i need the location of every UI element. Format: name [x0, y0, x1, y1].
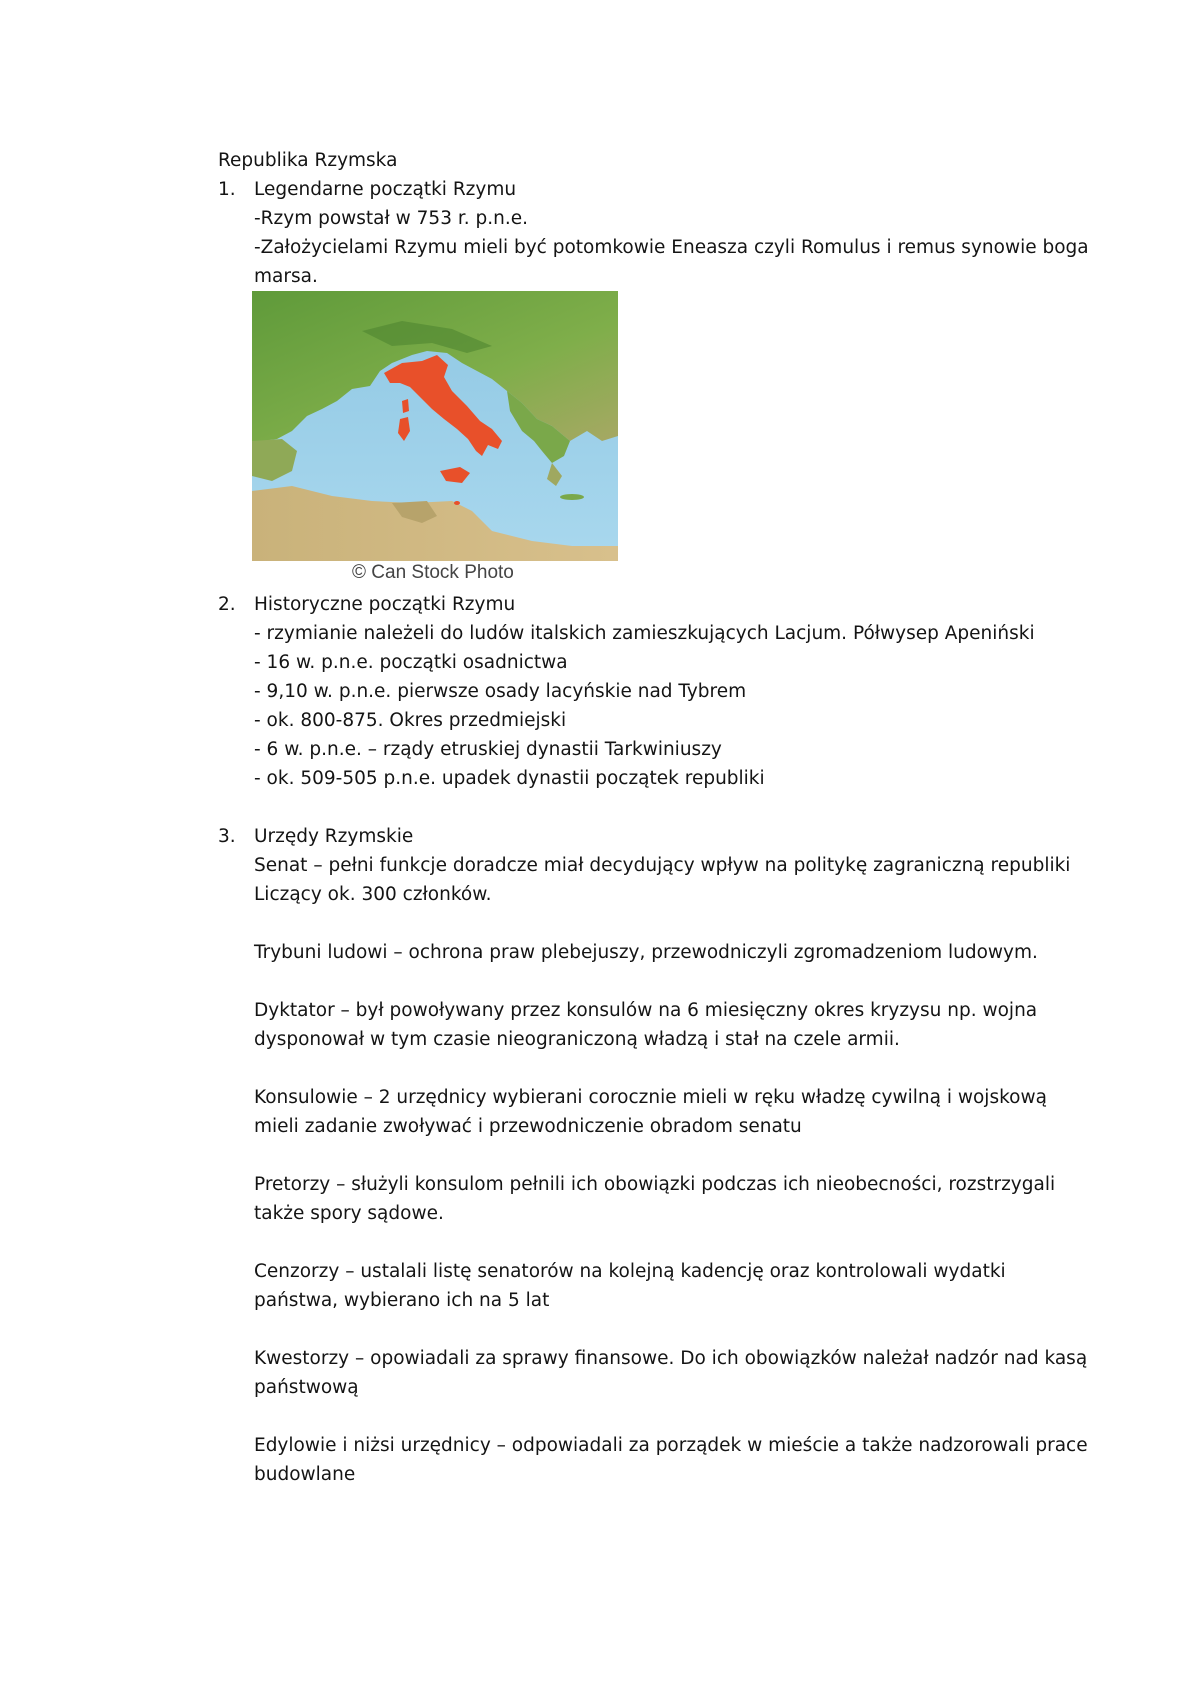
- section-1-line: -Założycielami Rzymu mieli być potomkowie Eneasza czyli Romulus i remus synowie boga: [254, 237, 1089, 258]
- section-2-line: - 6 w. p.n.e. – rządy etruskiej dynastii Tarkwiniuszy: [254, 739, 722, 760]
- office-description: Edylowie i niżsi urzędnicy – odpowiadali za porządek w mieście a także nadzorowali prace: [254, 1435, 1088, 1456]
- office-description: dysponował w tym czasie nieograniczoną władzą i stał na czele armii.: [254, 1029, 900, 1050]
- section-1-heading: Legendarne początki Rzymu: [254, 179, 517, 200]
- office-description: Cenzorzy – ustalali listę senatorów na kolejną kadencję oraz kontrolowali wydatki: [254, 1261, 1006, 1282]
- office-description: także spory sądowe.: [254, 1203, 444, 1224]
- section-3-heading: Urzędy Rzymskie: [254, 826, 414, 847]
- section-2-line: - ok. 800-875. Okres przedmiejski: [254, 710, 567, 731]
- section-1-line: marsa.: [254, 266, 318, 287]
- office-description: państwową: [254, 1377, 359, 1398]
- italy-map-image: [252, 291, 618, 586]
- office-description: Senat – pełni funkcje doradcze miał decydujący wpływ na politykę zagraniczną republiki: [254, 855, 1071, 876]
- section-2-line: - ok. 509-505 p.n.e. upadek dynastii początek republiki: [254, 768, 765, 789]
- office-description: Trybuni ludowi – ochrona praw plebejuszy, przewodniczyli zgromadzeniom ludowym.: [254, 942, 1038, 963]
- office-description: Liczący ok. 300 członków.: [254, 884, 492, 905]
- section-3-number: 3.: [218, 826, 236, 847]
- office-description: Konsulowie – 2 urzędnicy wybierani corocznie mieli w ręku władzę cywilną i wojskową: [254, 1087, 1047, 1108]
- office-description: Pretorzy – służyli konsulom pełnili ich obowiązki podczas ich nieobecności, rozstrzygali: [254, 1174, 1056, 1195]
- office-description: budowlane: [254, 1464, 356, 1485]
- document-title: Republika Rzymska: [218, 150, 398, 171]
- office-description: mieli zadanie zwoływać i przewodniczenie obradom senatu: [254, 1116, 802, 1137]
- section-2-line: - 16 w. p.n.e. początki osadnictwa: [254, 652, 568, 673]
- section-2-line: - rzymianie należeli do ludów italskich zamieszkujących Lacjum. Półwysep Apeniński: [254, 623, 1035, 644]
- section-2-heading: Historyczne początki Rzymu: [254, 594, 516, 615]
- section-2-number: 2.: [218, 594, 236, 615]
- office-description: państwa, wybierano ich na 5 lat: [254, 1290, 550, 1311]
- office-description: Kwestorzy – opowiadali za sprawy finansowe. Do ich obowiązków należał nadzór nad kasą: [254, 1348, 1088, 1369]
- section-2-line: - 9,10 w. p.n.e. pierwsze osady lacyńskie nad Tybrem: [254, 681, 747, 702]
- office-description: Dyktator – był powoływany przez konsulów na 6 miesięczny okres kryzysu np. wojna: [254, 1000, 1038, 1021]
- section-1-line: -Rzym powstał w 753 r. p.n.e.: [254, 208, 529, 229]
- image-caption: © Can Stock Photo: [352, 562, 514, 583]
- section-1-number: 1.: [218, 179, 236, 200]
